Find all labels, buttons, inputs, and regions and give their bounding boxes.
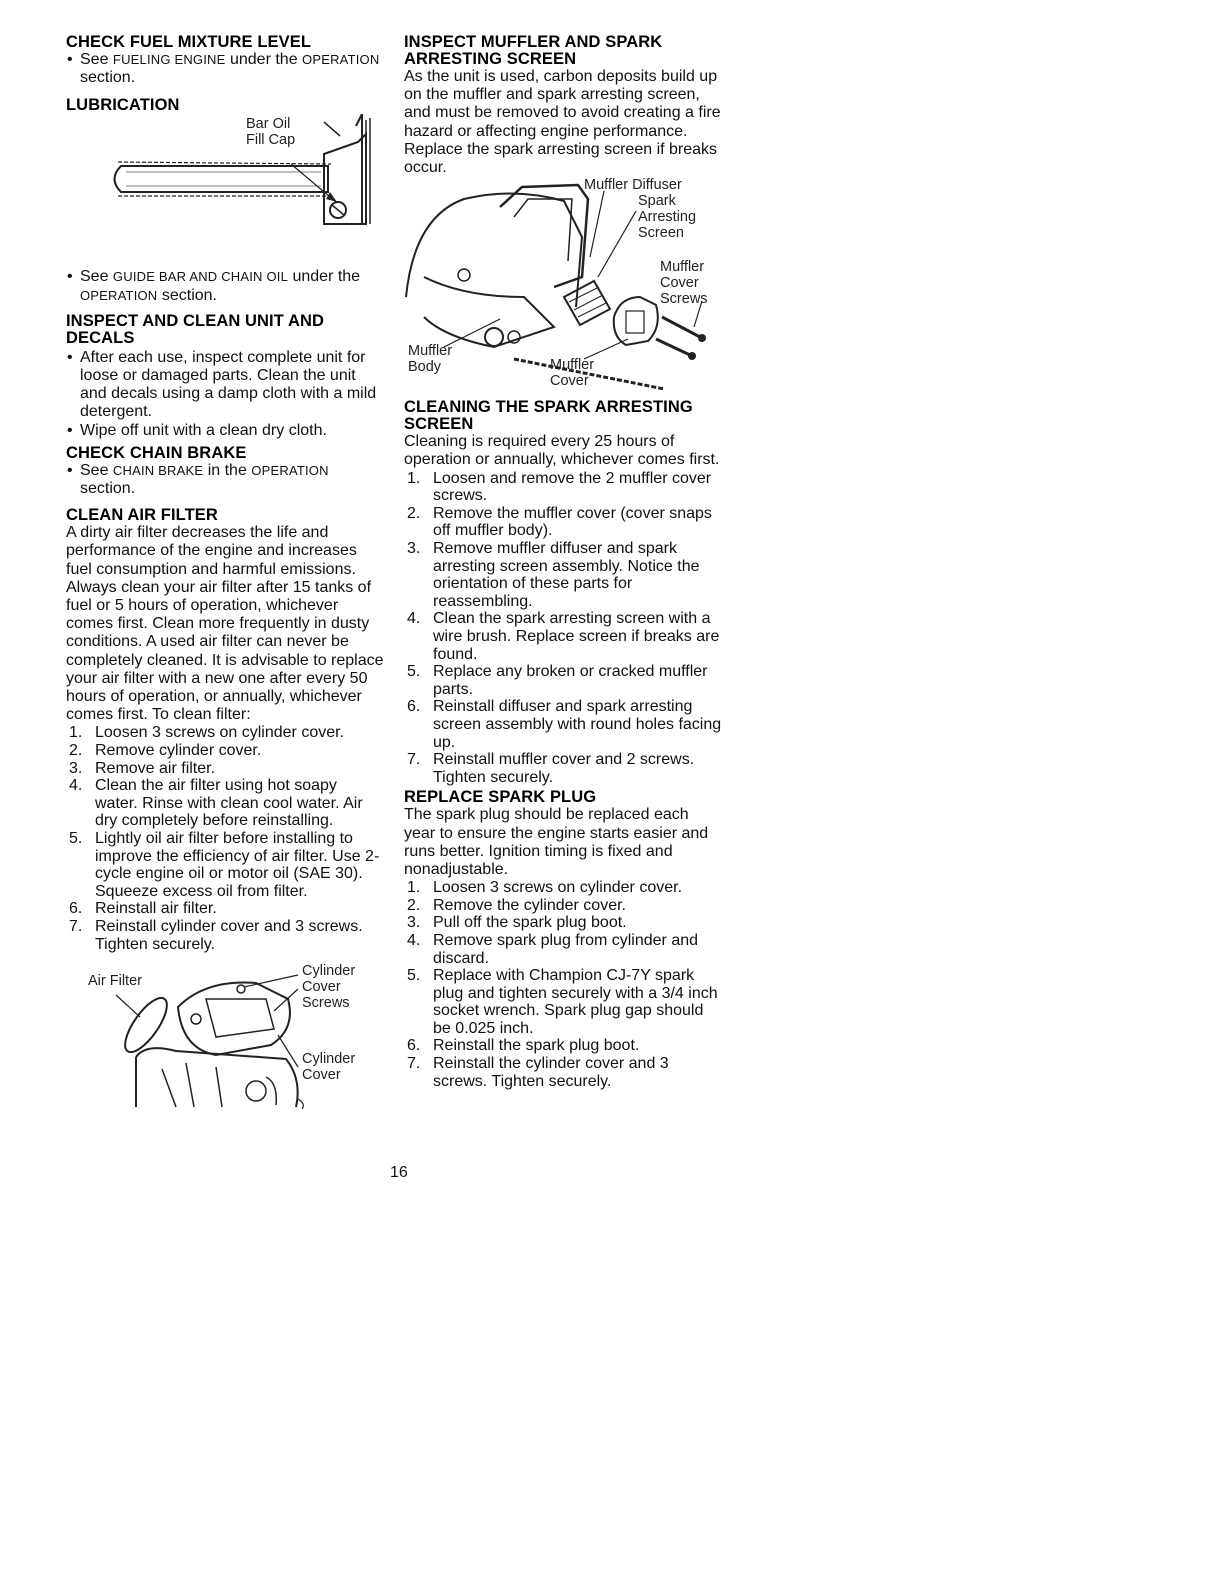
list-item: 3. Remove muffler diffuser and spark arresting screen assembly. Notice the orientation of these parts for reassembling.: [407, 540, 700, 610]
list-item: • Wipe off unit with a clean dry cloth.: [66, 422, 384, 440]
fuel-mixture-list: [66, 51, 384, 87]
left-column: [66, 34, 384, 1109]
muffler-cover-screws-label: Muffler Cover Screws: [660, 259, 708, 308]
spark-plug-heading: REPLACE SPARK PLUG: [404, 788, 597, 807]
list-item: 5. Lightly oil air filter before installing to improve the efficiency of air filter. Use 2-cycle engine oil or motor oil (SAE 30). Squeeze excess oil from filter.: [69, 830, 380, 900]
muffler-body-label: Muffler Body: [408, 343, 453, 376]
page-number: 16: [390, 1164, 408, 1181]
muffler-cover-label: Muffler Cover: [550, 357, 595, 390]
list-item: 2. Remove cylinder cover.: [69, 742, 262, 760]
spark-plug-intro: The spark plug should be replaced each year to ensure the engine starts easier and runs better. Ignition timing is fixed and nonadjustable.: [404, 806, 709, 878]
list-item: 6. Reinstall the spark plug boot.: [407, 1037, 640, 1055]
cylinder-cover-label: Cylinder Cover: [302, 1051, 356, 1084]
air-filter-steps: [66, 724, 384, 953]
cleaning-screen-intro: Cleaning is required every 25 hours of operation or annually, whichever comes first.: [404, 433, 720, 469]
chain-brake-list: [66, 462, 384, 498]
fuel-mixture-heading: CHECK FUEL MIXTURE LEVEL: [66, 33, 312, 51]
muffler-figure: [404, 177, 722, 395]
list-item: • See FUELING ENGINE under the OPERATION section.: [66, 51, 384, 87]
list-item: 3. Pull off the spark plug boot.: [407, 914, 627, 932]
muffler-diffuser-label: Muffler Diffuser: [584, 177, 682, 194]
spark-plug-steps: [404, 879, 722, 1090]
list-item: 5. Replace with Champion CJ-7Y spark plug and tighten securely with a 3/4 inch socket wrench. Spark plug gap should be 0.025 inch.: [407, 967, 718, 1037]
list-item: 7. Reinstall the cylinder cover and 3 screws. Tighten securely.: [407, 1055, 669, 1090]
cleaning-screen-heading: CLEANING THE SPARK ARRESTING SCREEN: [404, 398, 693, 434]
muffler-heading: INSPECT MUFFLER AND SPARK ARRESTING SCREEN: [404, 33, 663, 68]
list-item: 2. Remove the muffler cover (cover snaps off muffler body).: [407, 504, 712, 540]
list-item: 7. Reinstall muffler cover and 2 screws. Tighten securely.: [407, 751, 695, 786]
cylinder-cover-screws-label: Cylinder Cover Screws: [302, 963, 356, 1012]
list-item: 4. Remove spark plug from cylinder and discard.: [407, 931, 699, 967]
list-item: 1. Loosen 3 screws on cylinder cover.: [407, 879, 683, 897]
chainsaw-bar-illustration: [66, 114, 384, 264]
list-item: 7. Reinstall cylinder cover and 3 screws. Tighten securely.: [69, 918, 363, 953]
muffler-intro-2: Replace the spark arresting screen if breaks occur.: [404, 140, 718, 177]
right-column: [404, 34, 722, 1090]
list-item: 1. Loosen and remove the 2 muffler cover screws.: [407, 469, 712, 505]
inspect-clean-heading: INSPECT AND CLEAN UNIT AND DECALS: [66, 311, 325, 347]
inspect-clean-list: [66, 349, 384, 440]
lubrication-heading: LUBRICATION: [66, 96, 180, 115]
bar-oil-fill-cap-label: Bar Oil Fill Cap: [246, 116, 296, 149]
list-item: 4. Clean the spark arresting screen with a wire brush. Replace screen if breaks are found.: [407, 610, 720, 663]
list-item: 1. Loosen 3 screws on cylinder cover.: [69, 724, 345, 742]
spark-arresting-screen-label: Spark Arresting Screen: [638, 193, 697, 242]
list-item: 5. Replace any broken or cracked muffler parts.: [407, 663, 708, 698]
air-filter-heading: CLEAN AIR FILTER: [66, 506, 218, 525]
air-filter-intro: A dirty air filter decreases the life and performance of the engine and increases fuel consumption and harmful emissions. Always clean your air filter after 15 tanks of fuel or 5 hours of operation, whichever comes first. Clean more frequently in dusty conditions. A used air filter can never be completely cleaned. It is advisable to replace your air filter with a new one after every 50 hours of operation, or annually, whichever comes first. To clean filter:: [66, 524, 384, 724]
list-item: • See CHAIN BRAKE in the OPERATION section.: [66, 462, 384, 498]
muffler-intro: As the unit is used, carbon deposits build up on the muffler and spark arresting screen, and must be removed to avoid creating a fire hazard or affecting engine performance.: [404, 68, 721, 140]
air-filter-label: Air Filter: [88, 973, 142, 990]
list-item: 4. Clean the air filter using hot soapy water. Rinse with clean cool water. Air dry completely before reinstalling.: [69, 777, 363, 830]
list-item: • After each use, inspect complete unit for loose or damaged parts. Clean the unit and decals using a damp cloth with a mild detergent.: [66, 349, 384, 422]
list-item: 6. Reinstall diffuser and spark arresting screen assembly with round holes facing up.: [407, 698, 722, 751]
air-filter-figure: [66, 959, 384, 1109]
list-item: • See GUIDE BAR AND CHAIN OIL under the OPERATION section.: [66, 268, 384, 304]
lubrication-list: [66, 268, 384, 304]
cleaning-screen-steps: [404, 470, 722, 787]
list-item: 3. Remove air filter.: [69, 759, 216, 777]
bar-oil-figure: [66, 114, 384, 264]
list-item: 6. Reinstall air filter.: [69, 900, 217, 918]
list-item: 2. Remove the cylinder cover.: [407, 896, 626, 914]
chain-brake-heading: CHECK CHAIN BRAKE: [66, 443, 247, 462]
